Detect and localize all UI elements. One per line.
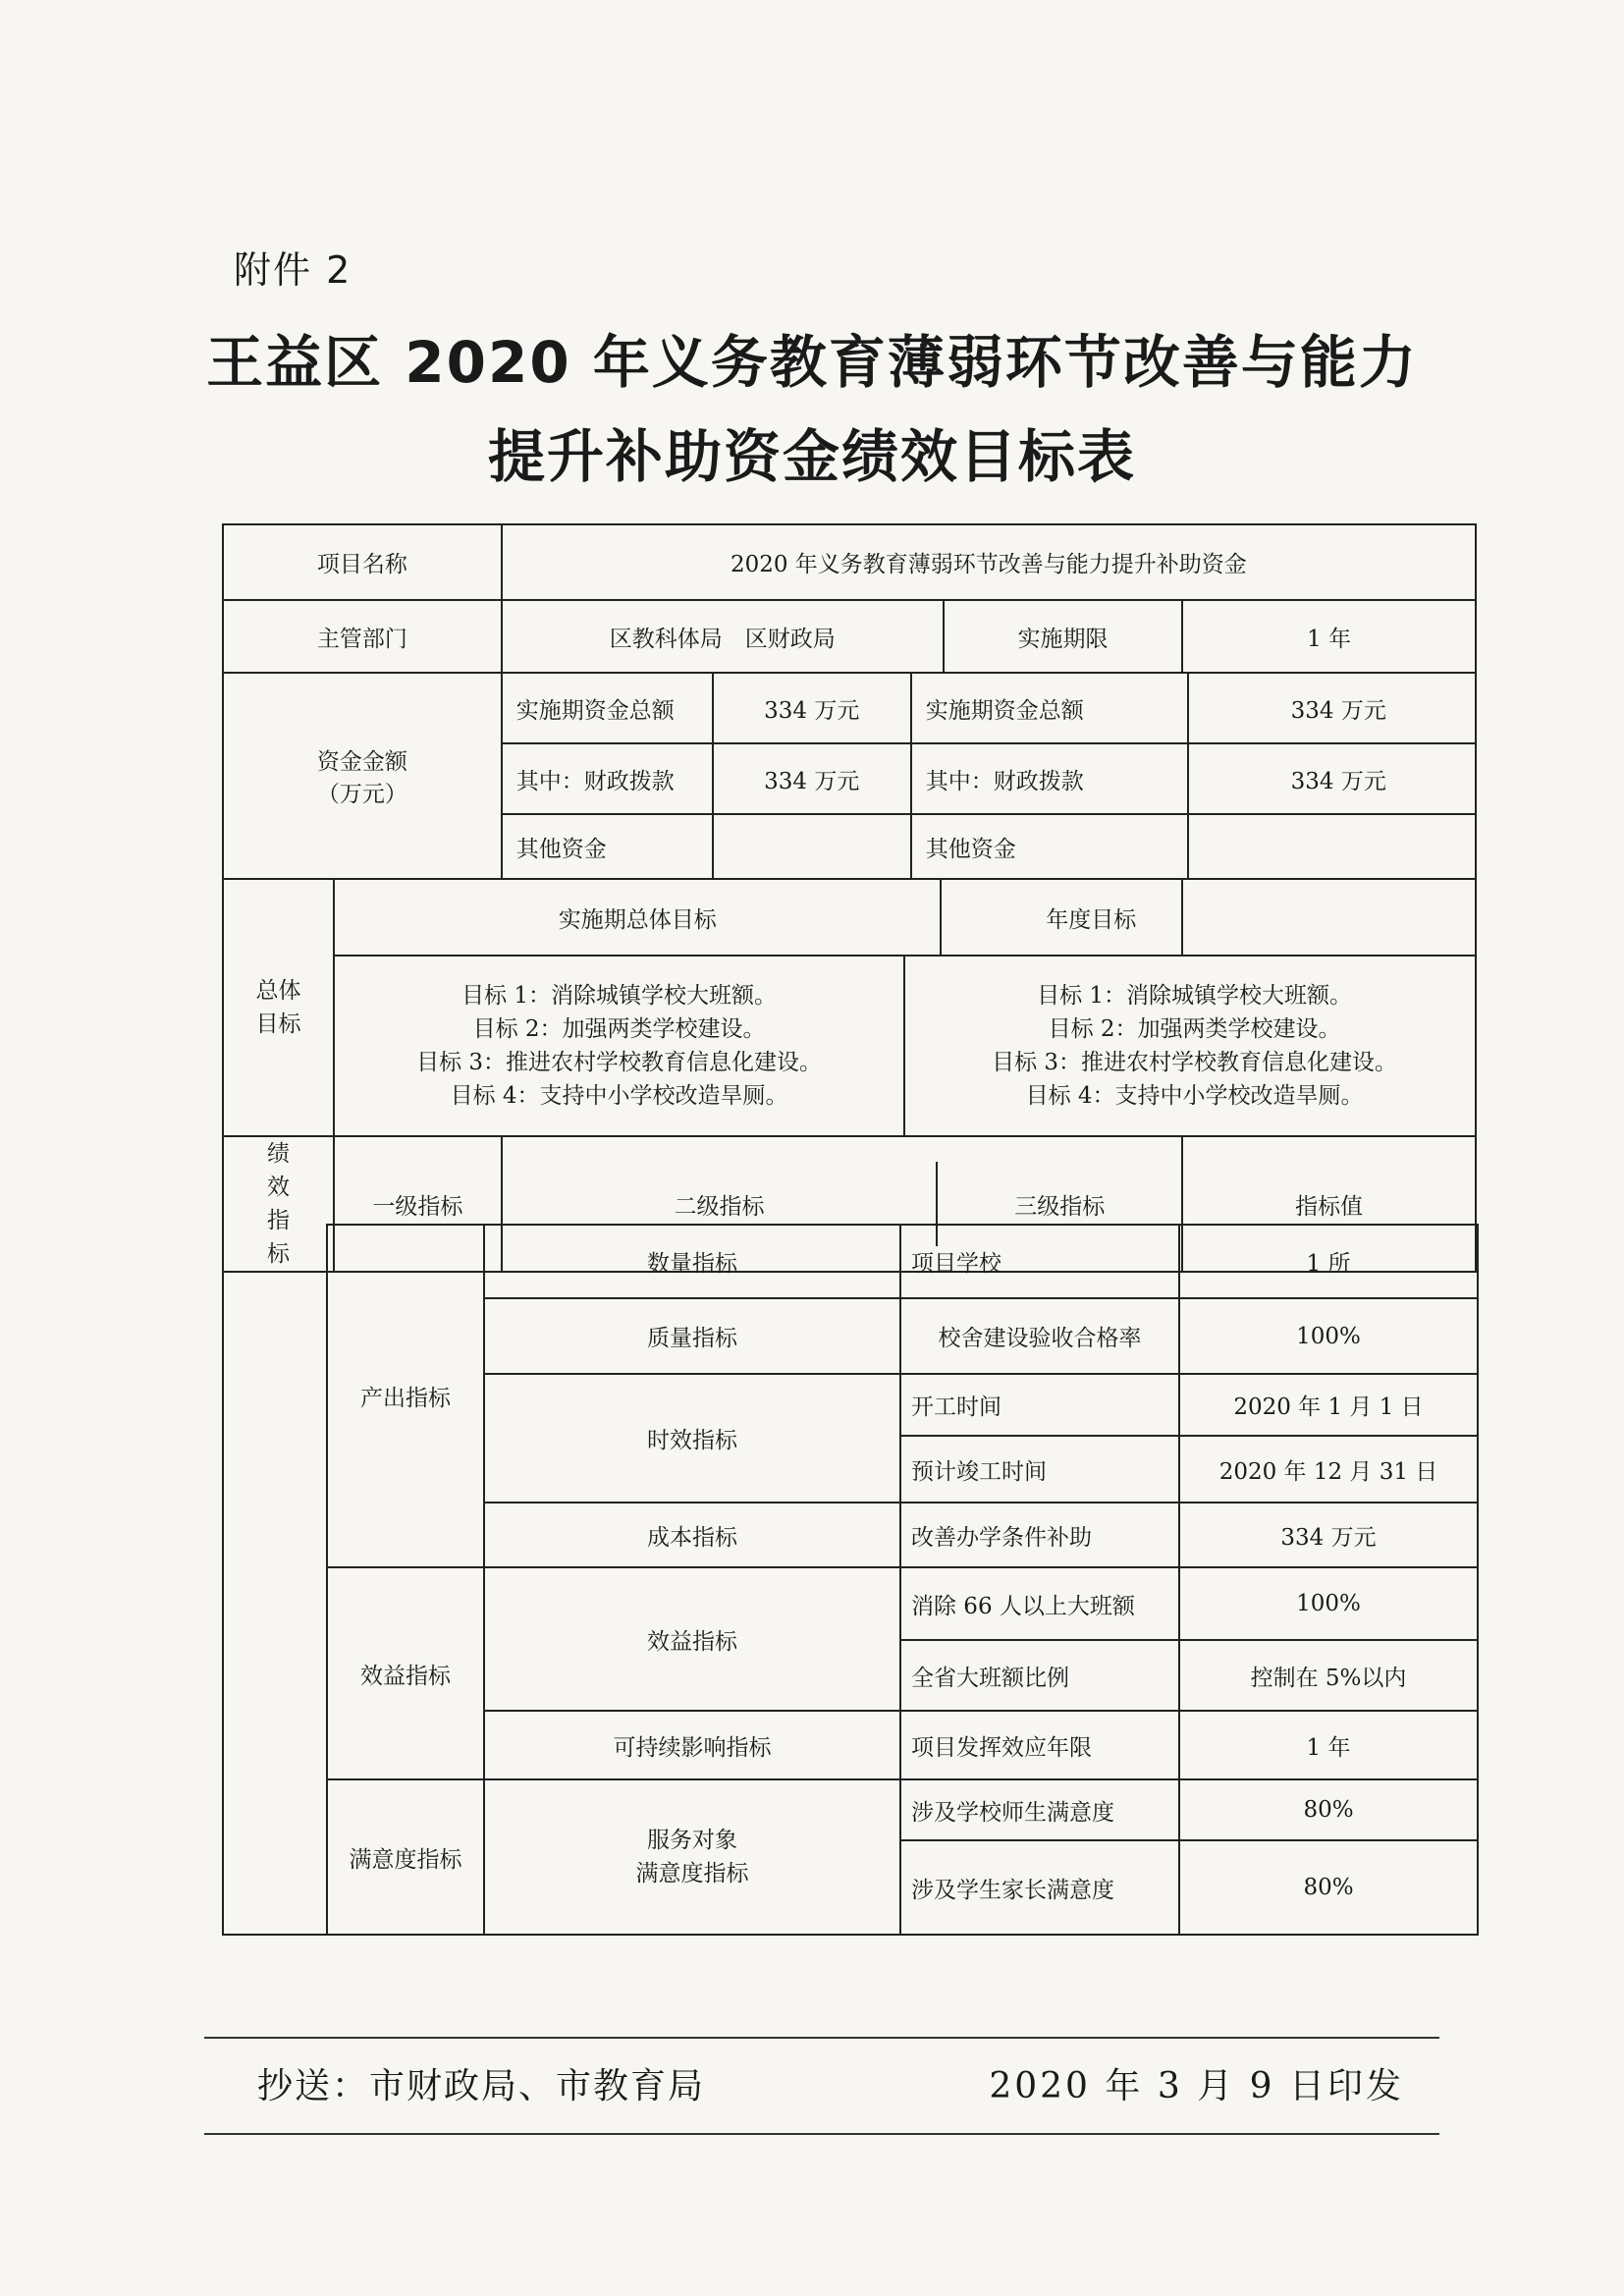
sustain-item: 项目发挥效应年限	[900, 1711, 1179, 1779]
table-row	[223, 879, 1476, 956]
qty-item: 项目学校	[900, 1225, 1179, 1298]
time-value2: 2020 年 12 月 31 日	[1179, 1436, 1478, 1503]
quality-item: 校舍建设验收合格率	[900, 1298, 1179, 1374]
benefit-item2: 全省大班额比例	[900, 1640, 1179, 1711]
list-item: 目标 3：推进农村学校教育信息化建设。	[992, 1050, 1398, 1075]
list-item: 目标 2：加强两类学校建设。	[472, 1016, 766, 1042]
annual-goals-list	[904, 957, 1484, 1135]
funds-detail	[502, 673, 1476, 743]
table-row	[223, 1225, 1478, 1298]
perf-label-spacer	[223, 1225, 327, 1640]
fiscal-label-2: 其中：财政拨款	[911, 744, 1188, 813]
quality-value: 100%	[1179, 1298, 1478, 1374]
service-label	[484, 1779, 900, 1935]
cost-label: 成本指标	[484, 1503, 900, 1567]
sustain-value: 1 年	[1179, 1711, 1478, 1779]
page-title-line1: 王益区 2020 年义务教育薄弱环节改善与能力	[206, 329, 1418, 396]
sat-item1: 涉及学校师生满意度	[900, 1779, 1179, 1840]
page-title-line2: 提升补助资金绩效目标表	[487, 423, 1136, 490]
output-label: 产出指标	[327, 1225, 484, 1567]
other-value-2	[1188, 815, 1489, 878]
time-value1: 2020 年 1 月 1 日	[1179, 1374, 1478, 1436]
dept-label: 主管部门	[223, 600, 502, 673]
footer-date: 2020 年 3 月 9 日印发	[989, 2066, 1404, 2106]
other-label-2: 其他资金	[911, 815, 1188, 878]
satisfaction-label: 满意度指标	[327, 1779, 484, 1935]
list-item: 目标 4：支持中小学校改造旱厕。	[1025, 1083, 1364, 1109]
qty-value: 1 所	[1179, 1225, 1478, 1298]
table-row	[223, 956, 1476, 1136]
time-label: 时效指标	[484, 1374, 900, 1503]
funds-label-line2: （万元）	[316, 782, 407, 807]
perf-label-char: 绩	[267, 1141, 291, 1167]
sat-item2: 涉及学生家长满意度	[900, 1840, 1179, 1935]
period-goal-header: 实施期总体目标	[335, 880, 941, 955]
fiscal-label: 其中：财政拨款	[503, 744, 713, 813]
other-value	[713, 815, 911, 878]
list-item: 目标 2：加强两类学校建设。	[1048, 1016, 1341, 1042]
total-value-2: 334 万元	[1290, 697, 1386, 724]
perf-label-spacer	[223, 1640, 327, 1935]
funds-label	[223, 673, 502, 879]
cost-value: 334 万元	[1179, 1503, 1478, 1567]
table-row	[223, 673, 1476, 743]
overall-goal-label	[223, 879, 334, 1136]
quality-label: 质量指标	[484, 1298, 900, 1374]
project-name-label: 项目名称	[223, 524, 502, 600]
header-level3: 三级指标	[1014, 1193, 1106, 1220]
time-item1: 开工时间	[900, 1374, 1179, 1436]
benefit-value2: 控制在 5%以内	[1179, 1640, 1478, 1711]
overall-goal-label-line1: 总体	[255, 978, 301, 1004]
list-item: 目标 3：推进农村学校教育信息化建设。	[416, 1050, 823, 1075]
perf-label-char: 效	[267, 1175, 291, 1200]
total-value: 334 万元	[713, 674, 911, 742]
footer-divider-bottom	[204, 2133, 1439, 2135]
period-label: 实施期限	[1017, 626, 1109, 652]
period-value: 1 年	[1182, 600, 1476, 673]
benefit-value1: 100%	[1179, 1567, 1478, 1640]
indicator-table	[222, 1224, 1479, 1936]
annual-goal-header-cell	[1046, 879, 1476, 956]
goal-contents	[334, 956, 1476, 1136]
benefit-sub-label: 效益指标	[484, 1567, 900, 1711]
other-label: 其他资金	[503, 815, 713, 878]
list-item: 目标 1：消除城镇学校大班额。	[461, 983, 778, 1009]
cost-item: 改善办学条件补助	[900, 1503, 1179, 1567]
header-level2: 二级指标	[503, 1162, 938, 1246]
footer-cc: 抄送：市财政局、市教育局	[257, 2066, 706, 2106]
fiscal-value-2: 334 万元	[1290, 768, 1386, 794]
list-item: 目标 4：支持中小学校改造旱厕。	[450, 1083, 788, 1109]
total-label: 实施期资金总额	[503, 674, 713, 742]
annual-goal-header: 年度目标	[1046, 906, 1137, 933]
funds-label-line1: 资金金额	[316, 749, 407, 775]
perf-label-char: 指	[267, 1208, 291, 1233]
overall-goal-label-line2: 目标	[255, 1011, 301, 1037]
performance-target-table	[222, 523, 1477, 1273]
total-label-2: 实施期资金总额	[911, 674, 1188, 742]
benefit-item1: 消除 66 人以上大班额	[900, 1567, 1179, 1640]
service-label-line1: 服务对象	[647, 1828, 737, 1853]
sat-value1: 80%	[1179, 1779, 1478, 1840]
funds-detail	[502, 814, 1476, 879]
service-label-line2: 满意度指标	[635, 1861, 749, 1886]
qty-label: 数量指标	[484, 1225, 900, 1298]
list-item: 目标 1：消除城镇学校大班额。	[1037, 983, 1353, 1009]
dept-value	[502, 600, 1182, 673]
header-level1: 一级指标	[334, 1136, 502, 1272]
sat-value2: 80%	[1179, 1840, 1478, 1935]
sustain-label: 可持续影响指标	[484, 1711, 900, 1779]
perf-label-char: 标	[267, 1241, 291, 1267]
project-name-value: 2020 年义务教育薄弱环节改善与能力提升补助资金	[502, 524, 1476, 600]
period-goals-list	[335, 957, 904, 1135]
table-row	[223, 600, 1476, 673]
funds-detail	[502, 743, 1476, 814]
dept-value-text: 区教科体局 区财政局	[503, 601, 944, 672]
table-row	[223, 1779, 1478, 1840]
attachment-label: 附件 2	[234, 248, 352, 292]
header-value: 指标值	[1182, 1136, 1476, 1272]
table-row	[223, 1567, 1478, 1640]
footer-divider-top	[204, 2037, 1439, 2039]
time-item2: 预计竣工时间	[900, 1436, 1179, 1503]
fiscal-value: 334 万元	[713, 744, 911, 813]
benefit-label: 效益指标	[327, 1567, 484, 1779]
table-row	[223, 524, 1476, 600]
